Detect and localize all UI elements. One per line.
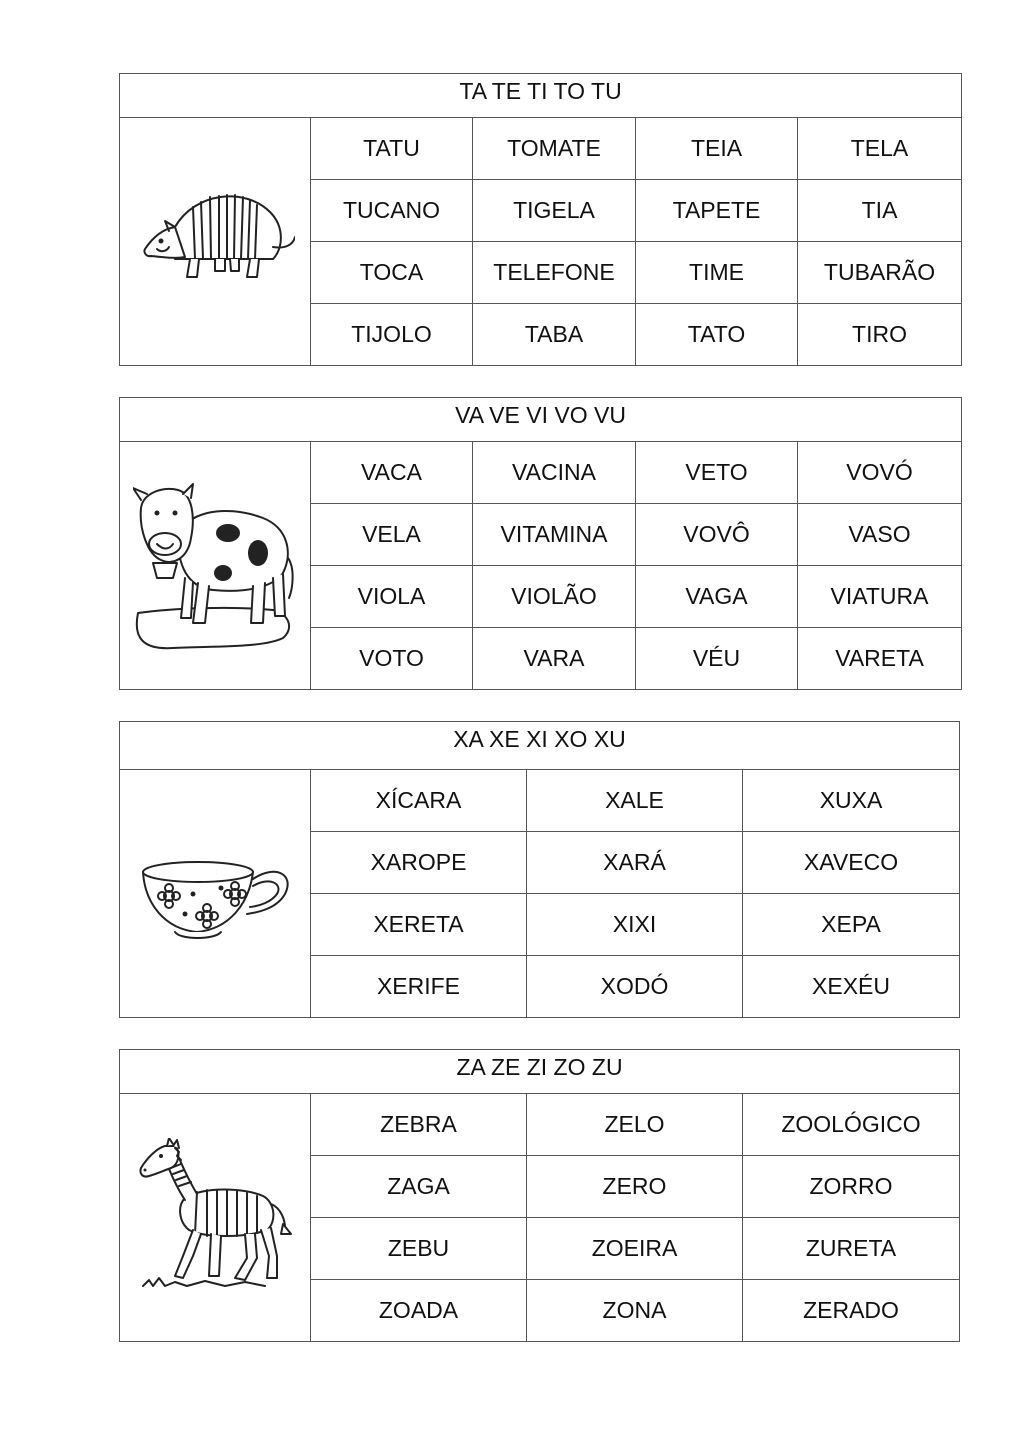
word-cell: TIJOLO bbox=[311, 304, 473, 366]
word-cell: ZOEIRA bbox=[527, 1218, 743, 1280]
word-cell: VETO bbox=[636, 442, 798, 504]
word-cell: ZELO bbox=[527, 1094, 743, 1156]
word-cell: TOMATE bbox=[473, 118, 636, 180]
word-cell: VITAMINA bbox=[473, 504, 636, 566]
word-cell: XAROPE bbox=[311, 832, 527, 894]
picture-cell bbox=[120, 1094, 311, 1342]
word-cell: XALE bbox=[527, 770, 743, 832]
armadillo-drawing bbox=[135, 187, 295, 297]
word-cell: XAVECO bbox=[743, 832, 960, 894]
word-cell: ZEBU bbox=[311, 1218, 527, 1280]
word-cell: TATU bbox=[311, 118, 473, 180]
syllable-header: TA TE TI TO TU bbox=[120, 74, 962, 118]
word-cell: VAGA bbox=[636, 566, 798, 628]
word-cell: TOCA bbox=[311, 242, 473, 304]
picture-cell bbox=[120, 118, 311, 366]
word-cell: TIME bbox=[636, 242, 798, 304]
word-cell: VÉU bbox=[636, 628, 798, 690]
syllable-table-v bbox=[119, 397, 962, 690]
word-cell: TIRO bbox=[798, 304, 962, 366]
word-cell: XEXÉU bbox=[743, 956, 960, 1018]
word-cell: VIATURA bbox=[798, 566, 962, 628]
word-cell: XARÁ bbox=[527, 832, 743, 894]
word-cell: VARETA bbox=[798, 628, 962, 690]
word-cell: TIGELA bbox=[473, 180, 636, 242]
word-cell: VOTO bbox=[311, 628, 473, 690]
word-cell: ZERADO bbox=[743, 1280, 960, 1342]
word-cell: XODÓ bbox=[527, 956, 743, 1018]
word-cell: TUBARÃO bbox=[798, 242, 962, 304]
word-cell: ZERO bbox=[527, 1156, 743, 1218]
word-cell: ZOADA bbox=[311, 1280, 527, 1342]
word-cell: TAPETE bbox=[636, 180, 798, 242]
word-cell: VASO bbox=[798, 504, 962, 566]
word-cell: TUCANO bbox=[311, 180, 473, 242]
cow-drawing bbox=[133, 478, 298, 653]
word-cell: VIOLA bbox=[311, 566, 473, 628]
word-cell: ZEBRA bbox=[311, 1094, 527, 1156]
picture-cell bbox=[120, 770, 311, 1018]
zebra-drawing bbox=[135, 1138, 295, 1298]
word-cell: ZURETA bbox=[743, 1218, 960, 1280]
word-cell: VACINA bbox=[473, 442, 636, 504]
syllable-table-t bbox=[119, 73, 962, 366]
word-cell: VOVÓ bbox=[798, 442, 962, 504]
syllable-header: VA VE VI VO VU bbox=[120, 398, 962, 442]
word-cell: TABA bbox=[473, 304, 636, 366]
word-cell: VACA bbox=[311, 442, 473, 504]
word-cell: VELA bbox=[311, 504, 473, 566]
word-cell: XEPA bbox=[743, 894, 960, 956]
word-cell: VIOLÃO bbox=[473, 566, 636, 628]
word-cell: ZOOLÓGICO bbox=[743, 1094, 960, 1156]
word-cell: XUXA bbox=[743, 770, 960, 832]
syllable-header: ZA ZE ZI ZO ZU bbox=[120, 1050, 960, 1094]
word-cell: ZORRO bbox=[743, 1156, 960, 1218]
word-cell: VOVÔ bbox=[636, 504, 798, 566]
picture-cell bbox=[120, 442, 311, 690]
word-cell: XERETA bbox=[311, 894, 527, 956]
word-cell: VARA bbox=[473, 628, 636, 690]
word-cell: TELEFONE bbox=[473, 242, 636, 304]
word-cell: XÍCARA bbox=[311, 770, 527, 832]
word-cell: TATO bbox=[636, 304, 798, 366]
word-cell: ZONA bbox=[527, 1280, 743, 1342]
syllable-header: XA XE XI XO XU bbox=[120, 722, 960, 770]
word-cell: XERIFE bbox=[311, 956, 527, 1018]
cup-drawing bbox=[135, 844, 295, 944]
word-cell: TELA bbox=[798, 118, 962, 180]
syllable-table-z bbox=[119, 1049, 960, 1342]
word-cell: ZAGA bbox=[311, 1156, 527, 1218]
word-cell: XIXI bbox=[527, 894, 743, 956]
syllable-table-x bbox=[119, 721, 960, 1018]
word-cell: TEIA bbox=[636, 118, 798, 180]
word-cell: TIA bbox=[798, 180, 962, 242]
